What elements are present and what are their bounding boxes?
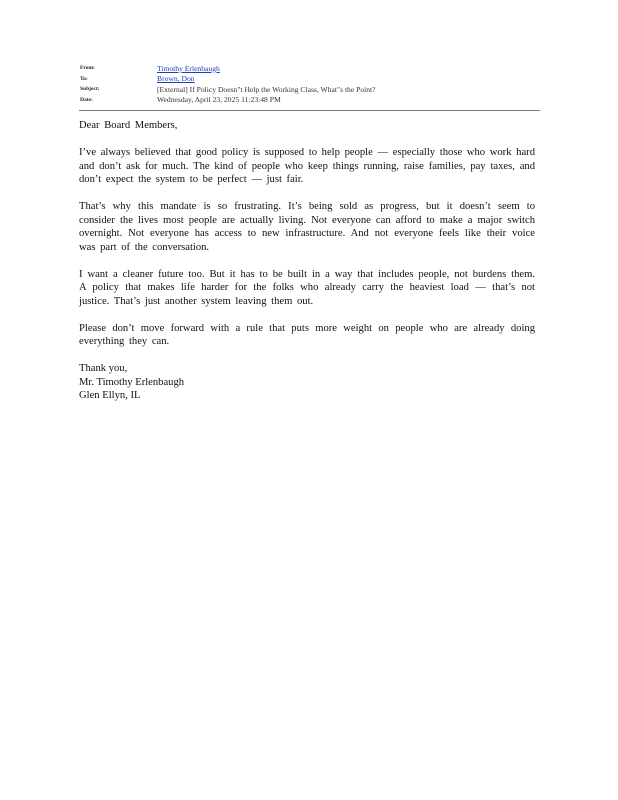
from-sender-link[interactable]: Timothy Erlenbaugh	[157, 63, 220, 73]
body-paragraph: I’ve always believed that good policy is supposed to help people — especially those who work hard and don’t ask for much. The kind of people who keep things running, raise families, pay taxes, and don’t expect the system to be perfect — just fair.	[79, 147, 535, 185]
date-label: Date:	[80, 96, 93, 103]
to-row	[80, 74, 540, 85]
subject-row	[80, 84, 540, 95]
body-paragraph: I want a cleaner future too. But it has to be built in a way that includes people, not burdens them. A policy that makes life harder for the folks who already carry the heaviest load — that’s not justice. That’s just another system leaving them out.	[79, 268, 535, 307]
to-recipient-link[interactable]: Brown, Don	[157, 74, 195, 84]
email-header	[80, 63, 540, 105]
signature-block	[79, 362, 535, 403]
subject-label: Subject:	[80, 86, 100, 93]
subject-value: [External] If Policy Doesn"t Help the Working Class, What"s the Point?	[157, 84, 376, 94]
signature-location: Glen Ellyn, IL	[79, 390, 141, 401]
body-paragraph: Please don’t move forward with a rule that puts more weight on people who are already doing everything they can.	[79, 322, 535, 347]
email-body	[79, 119, 535, 403]
signature-name: Mr. Timothy Erlenbaugh	[79, 376, 185, 388]
greeting: Dear Board Members,	[79, 120, 178, 131]
date-value: Wednesday, April 23, 2025 11:23:48 PM	[157, 95, 281, 105]
body-paragraph: That’s why this mandate is so frustrating. It’s being sold as progress, but it doesn’t seem to consider the lives most people are actually living. Not everyone can afford to make a major switch overnight. Not everyone has access to new infrastructure. And not everyone feels like their voice was part of the conversation.	[79, 201, 535, 253]
from-label: From:	[80, 65, 95, 72]
from-row	[80, 63, 540, 74]
to-label: To:	[80, 75, 88, 82]
header-divider	[79, 110, 540, 111]
date-row	[80, 95, 540, 106]
closing: Thank you,	[79, 363, 128, 374]
